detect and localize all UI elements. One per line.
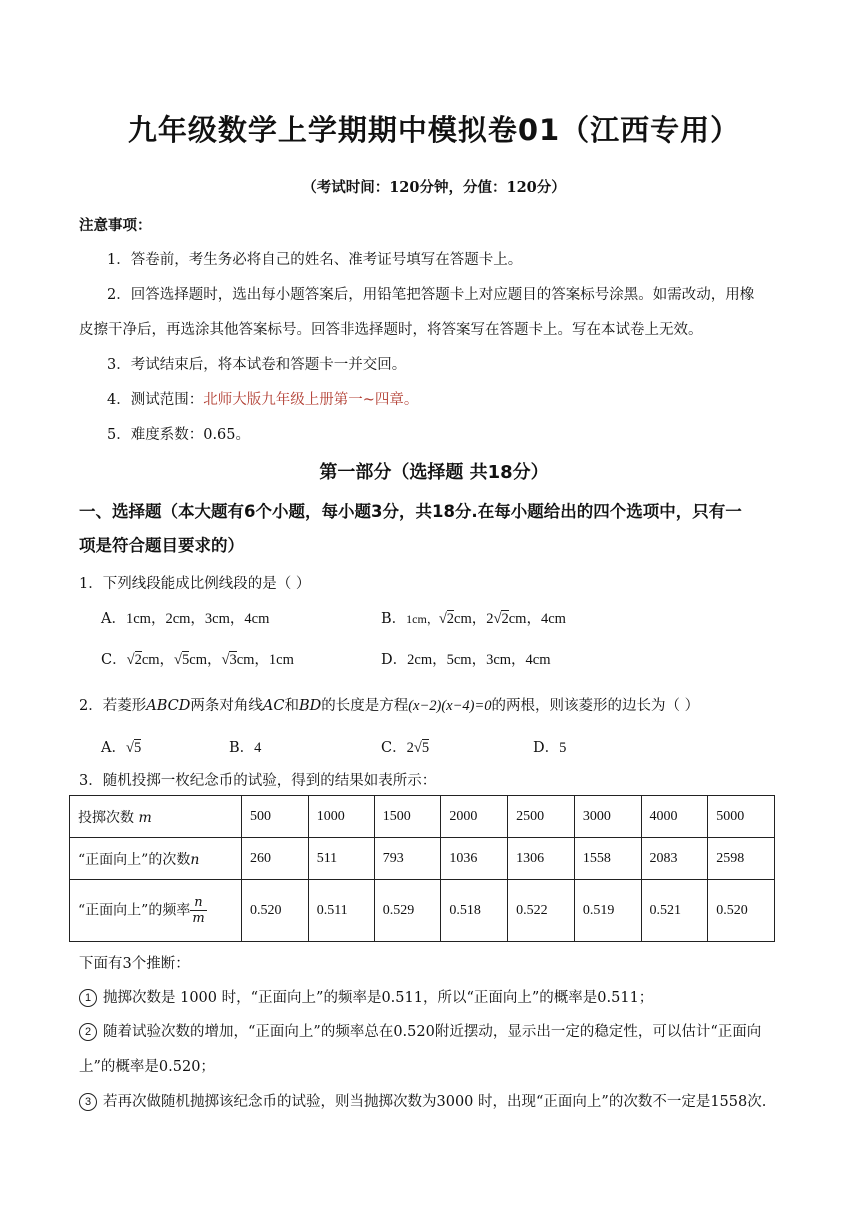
q1-b-sqrt-sign: √ <box>438 611 447 627</box>
q2-option-c <box>381 736 429 757</box>
q1-c-radicand2: 5 <box>182 652 190 668</box>
table-row <box>70 880 775 942</box>
q2-stem-part3: 和 <box>284 698 299 714</box>
table-cell: 1558 <box>574 838 641 880</box>
circled-number-3: 3 <box>79 1093 97 1111</box>
table-cell: 0.529 <box>374 880 441 942</box>
q1-c-radicand3: 3 <box>229 652 237 668</box>
table-cell: 0.518 <box>441 880 508 942</box>
note-item-4-label: 4．测试范围： <box>107 392 204 408</box>
q1-option-c <box>101 648 294 669</box>
q1-d-label: D． <box>381 652 408 668</box>
table-cell: 4000 <box>641 796 708 838</box>
table-cell: 1306 <box>508 838 575 880</box>
q1-d-text: 2cm，5cm，3cm，4cm <box>407 652 551 668</box>
table-cell: 2500 <box>508 796 575 838</box>
table-cell: 1000 <box>308 796 374 838</box>
q1-c-radicand1: 2 <box>134 652 142 668</box>
q2-b-label: B． <box>229 740 255 756</box>
q1-option-a <box>101 607 269 628</box>
row2-head-text: “正面向上”的次数 <box>78 851 191 868</box>
table-cell: 500 <box>242 796 309 838</box>
q1-option-b <box>381 607 566 628</box>
q2-option-d <box>533 736 566 757</box>
q1-b-part1: 1cm， <box>406 612 439 626</box>
note-item-3: 3．考试结束后，将本试卷和答题卡一并交回。 <box>107 357 407 373</box>
q2-c-radicand: 5 <box>421 740 430 756</box>
inference-2 <box>79 1020 761 1041</box>
q1-b-sqrt-sign2: √ <box>493 611 502 627</box>
exam-subtitle: （考试时间：120分钟，分值：120分） <box>302 179 566 196</box>
frequency-table <box>69 795 775 942</box>
frequency-fraction <box>190 895 206 926</box>
q1-c-part4: cm， <box>189 652 222 668</box>
row1-var: m <box>138 809 152 826</box>
page-title: 九年级数学上学期期中模拟卷01（江西专用） <box>127 113 741 147</box>
table-cell: 0.522 <box>508 880 575 942</box>
inference-1-text: 抛掷次数是 1000 时，“正面向上”的频率是0.511，所以“正面向上”的概率是0.511； <box>103 990 654 1006</box>
table-row <box>70 796 775 838</box>
row2-header <box>70 838 242 880</box>
q1-b-label: B． <box>381 611 407 627</box>
notes-heading: 注意事项： <box>79 217 152 234</box>
table-cell: 0.521 <box>641 880 708 942</box>
note-item-2b: 皮擦干净后，再选涂其他答案标号。回答非选择题时，将答案写在答题卡上。写在本试卷上无效。 <box>79 322 703 338</box>
row3-head-text: “正面向上”的频率 <box>78 902 191 919</box>
table-cell: 511 <box>308 838 374 880</box>
table-cell: 0.519 <box>574 880 641 942</box>
q1-b-radicand2: 2 <box>501 611 509 627</box>
inference-2-text: 随着试验次数的增加，“正面向上”的频率总在0.520附近摆动，显示出一定的稳定性，可以估计“正面向 <box>103 1024 762 1040</box>
q2-option-b <box>229 736 261 757</box>
row1-head-text: 投掷次数 <box>78 809 134 826</box>
row1-header <box>70 796 242 838</box>
q1-c-label: C． <box>101 652 127 668</box>
q3-stem: 3．随机投掷一枚纪念币的试验，得到的结果如表所示： <box>79 773 437 789</box>
q2-a-radicand: 5 <box>133 740 142 756</box>
table-cell: 0.520 <box>242 880 309 942</box>
q2-bd: BD <box>298 698 322 714</box>
q2-a-sqrt: √ <box>125 740 134 756</box>
q1-b-radicand1: 2 <box>446 611 455 627</box>
test-scope: 北师大版九年级上册第一~四章。 <box>203 392 419 408</box>
q1-stem: 1．下列线段能成比例线段的是（ ） <box>79 576 311 592</box>
q1-c-sqrt2: √ <box>174 652 183 668</box>
q1-c-sqrt3: √ <box>221 652 230 668</box>
table-cell: 0.520 <box>708 880 775 942</box>
q2-c-label: C． <box>381 740 407 756</box>
table-cell: 1500 <box>374 796 441 838</box>
part1-heading-b: 项是符合题目要求的） <box>79 536 244 555</box>
q1-a-label: A． <box>101 611 126 627</box>
q2-stem-part2: 两条对角线 <box>190 698 263 714</box>
table-cell: 793 <box>374 838 441 880</box>
circled-number-2: 2 <box>79 1023 97 1041</box>
q2-b-text: 4 <box>254 740 262 756</box>
q1-b-part3: cm，2 <box>454 611 494 627</box>
table-cell: 5000 <box>708 796 775 838</box>
table-cell: 3000 <box>574 796 641 838</box>
q3-below-text: 下面有3个推断： <box>79 956 190 972</box>
table-cell: 260 <box>242 838 309 880</box>
q2-stem-part1: 2．若菱形 <box>79 698 147 714</box>
inference-1 <box>79 986 653 1007</box>
inference-3-text: 若再次做随机抛掷该纪念币的试验，则当抛掷次数为3000 时，出现“正面向上”的次数不一定是1558次. <box>103 1094 767 1110</box>
row2-var: n <box>190 851 200 868</box>
q2-c-sqrt: √ <box>413 740 422 756</box>
inference-2-cont: 上”的概率是0.520； <box>79 1059 215 1075</box>
q2-d-label: D． <box>533 740 560 756</box>
note-item-1: 1．答卷前，考生务必将自己的姓名、准考证号填写在答题卡上。 <box>107 252 523 268</box>
q1-c-part2: cm， <box>141 652 175 668</box>
part1-title: 第一部分（选择题 共18分） <box>319 462 549 483</box>
note-item-5: 5．难度系数：0.65。 <box>107 427 251 443</box>
table-cell: 1036 <box>441 838 508 880</box>
q2-d-text: 5 <box>559 740 567 756</box>
circled-number-1: 1 <box>79 989 97 1007</box>
q1-c-part6: cm，1cm <box>236 652 294 668</box>
q2-option-a <box>101 736 141 757</box>
table-cell: 0.511 <box>308 880 374 942</box>
table-cell: 2083 <box>641 838 708 880</box>
fraction-denominator: m <box>192 911 205 926</box>
q1-b-part5: cm，4cm <box>508 611 566 627</box>
fraction-numerator: n <box>190 895 206 911</box>
note-item-2a: 2．回答选择题时，选出每小题答案后，用铅笔把答题卡上对应题目的答案标号涂黑。如需改动，用橡 <box>107 287 755 303</box>
q2-ac: AC <box>262 698 285 714</box>
q2-abcd: ABCD <box>146 698 191 714</box>
q1-option-d <box>381 648 551 669</box>
part1-heading-a: 一、选择题（本大题有6个小题，每小题3分，共18分.在每小题给出的四个选项中，只有一 <box>79 502 742 521</box>
q2-stem-part4: 的长度是方程 <box>321 698 409 714</box>
q2-stem-part5: 的两根，则该菱形的边长为（ ） <box>491 698 700 714</box>
q2-a-label: A． <box>101 740 126 756</box>
row3-header <box>70 880 242 942</box>
note-item-4 <box>107 388 418 409</box>
q2-stem <box>79 694 699 715</box>
inference-3 <box>79 1090 766 1111</box>
table-cell: 2000 <box>441 796 508 838</box>
table-row <box>70 838 775 880</box>
q2-equation: (x−2)(x−4)=0 <box>408 698 492 714</box>
q1-c-sqrt1: √ <box>126 652 135 668</box>
q1-a-text: 1cm，2cm，3cm，4cm <box>125 611 270 627</box>
q2-c-coef: 2 <box>406 740 414 756</box>
table-cell: 2598 <box>708 838 775 880</box>
